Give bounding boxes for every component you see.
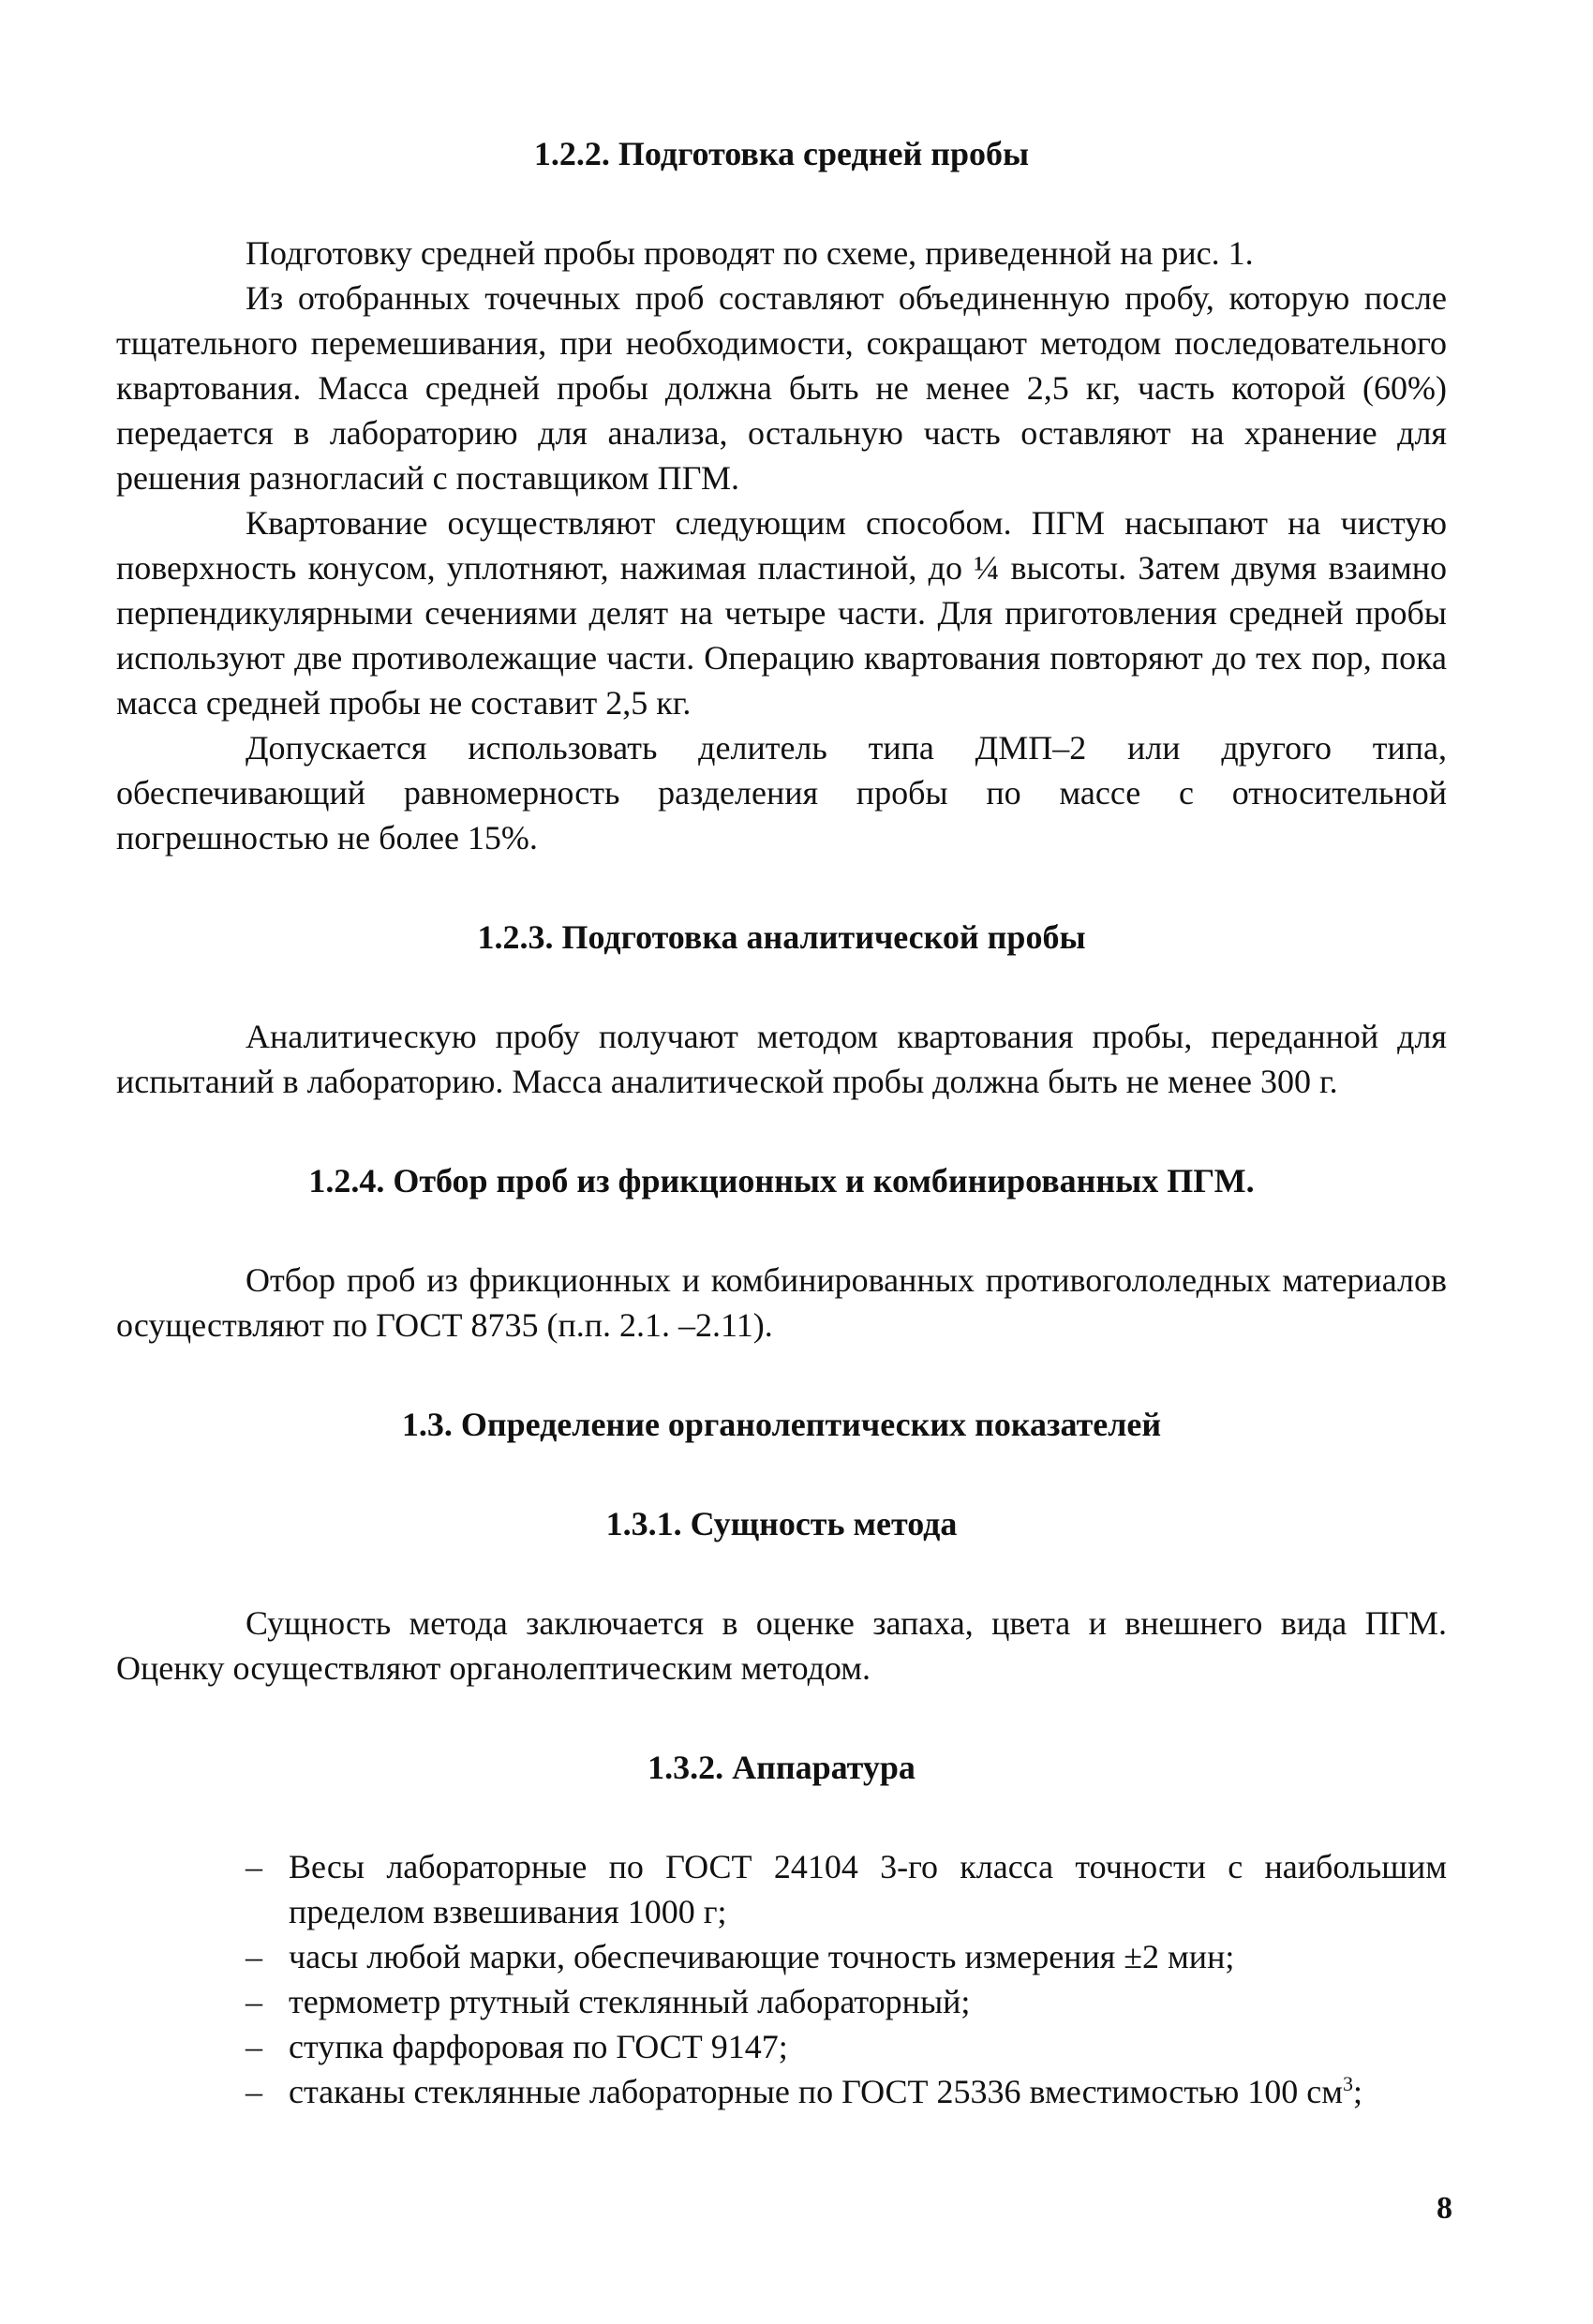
page-content — [116, 131, 1447, 2114]
list-dash: – — [246, 1938, 262, 1975]
paragraph-combined-sample: Из отобранных точечных проб составляют объединенную пробу, которую после тщательного перемешивания, при необходимости, сокращают методом последовательного квартования. Масса средней пробы должна быть не менее 2,5 кг, часть которой (60%) передается в лабораторию для анализа, остальную часть оставляют на хранение для решения разногласий с поставщиком ПГМ. — [116, 279, 1447, 497]
superscript-cubed: 3 — [1343, 2072, 1353, 2095]
list-dash: – — [246, 2028, 262, 2065]
list-item-text: Весы лабораторные по ГОСТ 24104 3-го класса точности с наибольшим пределом взвешивания 1000 г; — [289, 1848, 1447, 1930]
paragraph-quartering: Квартование осуществляют следующим способом. ПГМ насыпают на чистую поверхность конусом, уплотняют, нажимая пластиной, до ¼ высоты. Затем двумя взаимно перпендикулярными сечениями делят на четыре части. Для приготовления средней пробы используют две противолежащие части. Операцию квартования повторяют до тех пор, пока масса средней пробы не составит 2,5 кг. — [116, 504, 1447, 722]
list-item-text: термометр ртутный стеклянный лабораторный; — [289, 1983, 971, 2020]
section-heading-1-2-2: 1.2.2. Подготовка средней пробы — [533, 135, 1030, 172]
section-heading-1-3-1: 1.3.1. Сущность метода — [605, 1505, 958, 1542]
list-item — [116, 1934, 1447, 1979]
paragraph-divider: Допускается использовать делитель типа ДМП–2 или другого типа, обеспечивающий равномерность разделения пробы по массе с относительной погрешностью не более 15%. — [116, 729, 1447, 857]
section-heading-1-3: 1.3. Определение органолептических показателей — [401, 1406, 1162, 1443]
list-item — [116, 1844, 1447, 1934]
list-item — [116, 2024, 1447, 2069]
list-dash: – — [246, 1983, 262, 2020]
paragraph-average-sample-scheme: Подготовку средней пробы проводят по схеме, приведенной на рис. 1. — [246, 234, 1254, 272]
page-number: 8 — [1437, 2191, 1452, 2226]
list-item-text-tail: ; — [1353, 2073, 1363, 2110]
section-heading-1-3-2: 1.3.2. Аппаратура — [648, 1749, 916, 1786]
list-dash: – — [246, 2073, 262, 2110]
section-heading-1-2-4: 1.2.4. Отбор проб из фрикционных и комбинированных ПГМ. — [308, 1162, 1255, 1199]
list-item-text-main: стаканы стеклянные лабораторные по ГОСТ 25336 вместимостью 100 см — [289, 2073, 1343, 2110]
paragraph-method-essence: Сущность метода заключается в оценке запаха, цвета и внешнего вида ПГМ. Оценку осуществляют органолептическим методом. — [116, 1604, 1447, 1687]
list-item — [116, 2069, 1447, 2114]
list-item-text: ступка фарфоровая по ГОСТ 9147; — [289, 2028, 788, 2065]
list-item — [116, 1979, 1447, 2024]
equipment-list — [116, 1844, 1447, 2114]
list-item-text — [289, 2069, 1447, 2114]
section-heading-1-2-3: 1.2.3. Подготовка аналитической пробы — [477, 918, 1086, 956]
list-item-text: часы любой марки, обеспечивающие точность измерения ±2 мин; — [289, 1938, 1235, 1975]
list-dash: – — [246, 1848, 262, 1885]
paragraph-analytical-sample: Аналитическую пробу получают методом квартования пробы, переданной для испытаний в лабораторию. Масса аналитической пробы должна быть не менее 300 г. — [116, 1018, 1447, 1100]
paragraph-friction-sampling: Отбор проб из фрикционных и комбинированных противогололедных материалов осуществляют по ГОСТ 8735 (п.п. 2.1. –2.11). — [116, 1261, 1447, 1344]
